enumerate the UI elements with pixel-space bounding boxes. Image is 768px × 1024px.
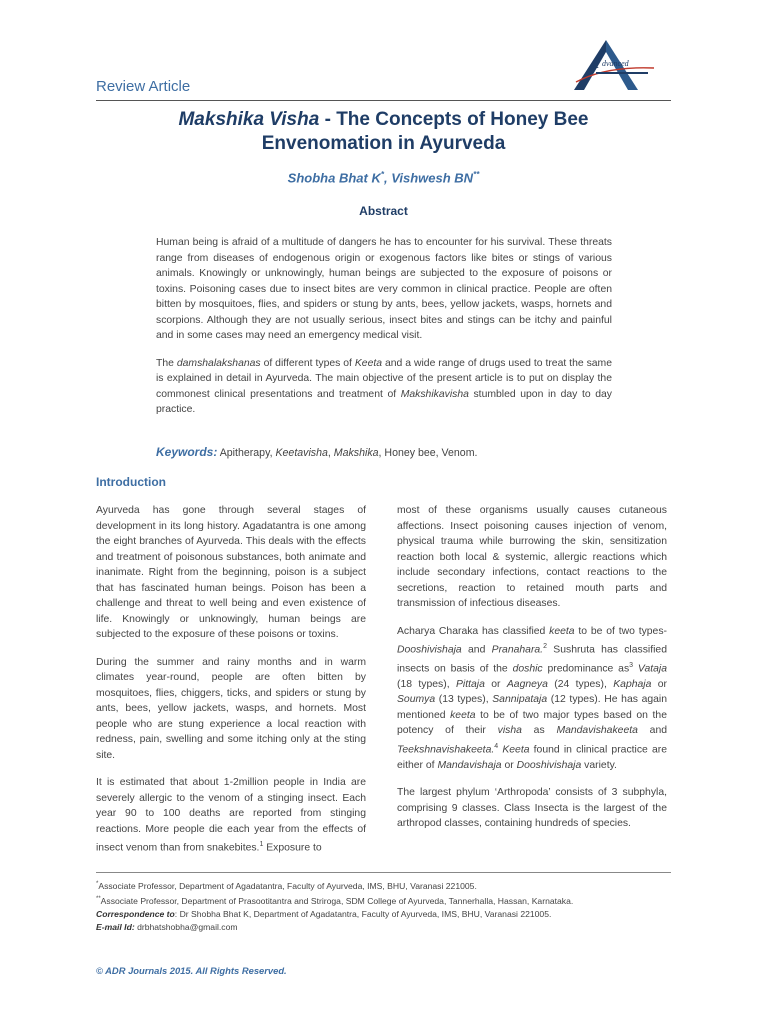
introduction-heading: Introduction — [96, 475, 166, 489]
body-paragraph: Ayurveda has gone through several stages of development in its long history. Agadatantra is one among the eight branches of Ayurveda. This deals with the effects and treatment of poisonous substances, both animate and inanimate. Right from the beginning, poison is a subject that has fascinated human beings. Poison has been a challenge and threat to well being and even existence of life. Knowingly or unknowingly, human beings are subjected to the exposure of these poisons or toxins. — [96, 505, 366, 640]
body-paragraph: Acharya Charaka has classified keeta to be of two types-Dooshivishaja and Pranahara.$^2$ Sushruta has classified insects on basis of the doshic predominance $as^3$ Vataja (18 types), Pittaja or Aagneya (24 types), Kaphaja or Soumya (13 types), Sannipataja (12 types). He has again mentioned keeta to be of two major types based on the potency of their visha as Mandavishakeeta and Teekshnavishakeeta.$^4$ Keeta found in clinical practice are either of Mandavishaja or Dooshivishaja variety. — [397, 625, 668, 771]
author-1: Shobha Bhat K — [287, 170, 381, 186]
section-label: Review Article — [96, 78, 191, 95]
abstract-body — [156, 235, 612, 430]
title-line1: The Concepts of Honey Bee — [336, 109, 589, 130]
journal-logo — [566, 38, 656, 96]
svg-text:A: A — [590, 57, 599, 72]
body-paragraph: The largest phylum ‘Arthropoda’ consists of 3 subphyla, comprising 9 classes. Class Insecta is the largest of the arthropod classes, containing hundreds of species. — [397, 787, 667, 830]
abstract-heading: Abstract — [359, 204, 408, 218]
right-column — [397, 503, 667, 844]
abstract-paragraph: Human being is afraid of a multitude of dangers he has to encounter for his survival. These threats range from diseases of endogenous origin or exogenous factors like bites or stings of various animals. Knowingly or unknowingly, human beings are subjected to the exposure of poisons or toxins. Poisoning cases due to insect bites are very common in clinical practice. People are often bitten by mosquitoes, flies, and spiders or stung by ants, bees, yellow jackets, wasps, hornets and scorpions. Although they are not usually serious, insect bites and stings can be itchy and painful and in some cases may need an emergency medical visit. — [156, 237, 612, 341]
body-paragraph: It is estimated that about 1-2million people in India are severely allergic to the venom of a stinging insect. Each year 90 to 100 deaths are reported from stinging reactions. More people die each year from the effects of insect venom than from snakebites.$^1$ Exposure to — [96, 777, 366, 854]
header-rule — [96, 100, 671, 101]
abstract-paragraph: The damshalakshanas of different types of Keeta and a wide range of drugs used to treat the same is explained in detail in Ayurveda. The main objective of the present article is to put on display the commonest clinical presentations and treatment of Makshikavisha stumbled upon in day to day practice. — [156, 357, 612, 415]
footnote-rule — [96, 872, 671, 873]
footnote-correspondence: Correspondence to: Dr Shobha Bhat K, Department of Agadatantra, Faculty of Ayurveda, IMS, BHU, Varanasi 221005. — [96, 909, 552, 920]
footnote-email: E-mail Id: drbhatshobha@gmail.com — [96, 922, 238, 933]
body-paragraph: During the summer and rainy months and in warm climates year-round, people are often bitten by mosquitoes, flies, chiggers, ticks, and spiders or stung by ants, bees, yellow jackets, wasps, and hornets. Most people who are stung experience a local reaction with redness, pain, swelling and some itching only at the sting site. — [96, 656, 366, 761]
footnotes — [96, 878, 671, 935]
copyright-notice: © ADR Journals 2015. All Rights Reserved. — [96, 965, 287, 976]
keywords-label: Keywords: — [156, 445, 218, 459]
left-column — [96, 503, 366, 868]
footnote-affiliation-1: *Associate Professor, Department of Agadatantra, Faculty of Ayurveda, IMS, BHU, Varanasi 221005. — [96, 880, 477, 891]
authors: Shobha Bhat K*, Vishwesh BN** — [287, 170, 480, 186]
title-italic: Makshika Visha — [178, 109, 320, 130]
article-title: Makshika Visha - The Concepts of Honey Bee Envenomation in Ayurveda — [178, 109, 589, 154]
footnote-affiliation-2: **Associate Professor, Department of Prasootitantra and Striroga, SDM College of Ayurveda, Tannerhalla, Hassan, Karnataka. — [96, 895, 574, 906]
triangle-logo-icon — [566, 38, 656, 96]
keywords: Keywords: Apitherapy, Keetavisha, Makshika, Honey bee, Venom. — [156, 445, 478, 459]
svg-text:dvanced: dvanced — [602, 59, 629, 68]
title-line2: Envenomation in Ayurveda — [261, 133, 506, 154]
author-2: Vishwesh BN — [391, 170, 474, 186]
email-link[interactable]: drbhatshobha@gmail.com — [134, 922, 238, 933]
body-paragraph: most of these organisms usually causes cutaneous affections. Insect poisoning causes injection of venom, physical trauma while burrowing the skin, sensitization reaction both local & systemic, allergic reactions which include secondary infections, contact reactions to the secretions, reaction to retained mouth parts and transmission of infectious diseases. — [397, 505, 667, 609]
